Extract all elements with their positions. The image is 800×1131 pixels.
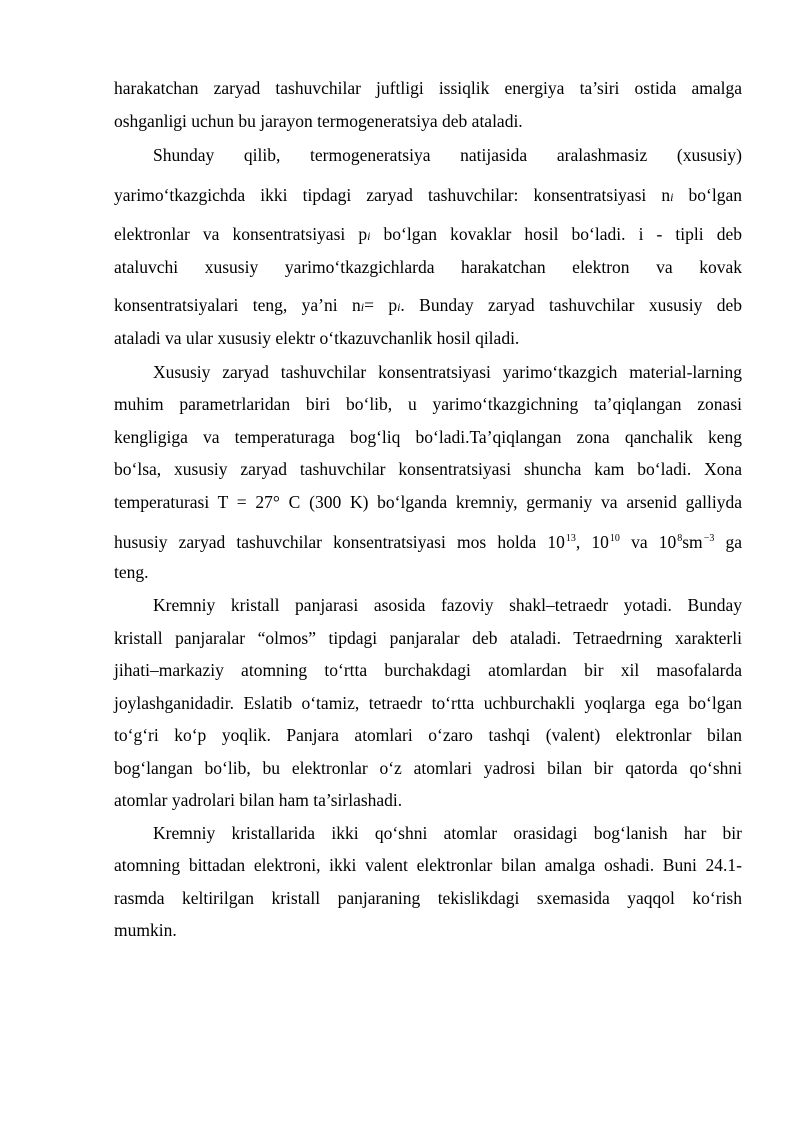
paragraph-2-line-1: Shunday qilib, termogeneratsiya natijasida aralashmasiz (xususiy) (153, 145, 742, 165)
paragraph-3-line-5: temperaturasi T = 27° C (300 K) bo‘lganda kremniy, germaniy va arsenid galliyda (114, 492, 742, 512)
paragraph-3-line-2: muhim parametrlaridan biri bo‘lib, u yarimo‘tkazgichning ta’qiqlangan zonasi (114, 394, 742, 414)
paragraph-5-line-1: Kremniy kristallarida ikki qo‘shni atomlar orasidagi bog‘lanish har bir (153, 823, 742, 843)
value-base: 10 (547, 532, 565, 552)
paragraph-4-line-6: bog‘langan bo‘lib, bu elektronlar o‘z atomlari yadrosi bilan bir qatorda qo‘shni (114, 758, 742, 778)
concentration-germanium (591, 528, 620, 553)
value-exponent: 13 (565, 533, 576, 544)
text-run: i - tipli deb (638, 224, 742, 244)
paragraph-5-line-4: mumkin. (114, 920, 177, 940)
paragraph-2-line-2 (114, 184, 742, 206)
value-exponent: 10 (609, 533, 620, 544)
paragraph-3-line-4: bo‘lsa, xususiy zaryad tashuvchilar konsentratsiyasi shuncha kam bo‘ladi. Xona (114, 459, 742, 479)
subscript-i: i (397, 300, 401, 314)
paragraph-2-line-6: ataladi va ular xususiy elektr o‘tkazuvchanlik hosil qiladi. (114, 328, 520, 348)
text-run: bo‘lgan (688, 185, 742, 205)
subscript-i: i (367, 229, 371, 243)
concentration-gallium-arsenide (659, 528, 715, 553)
paragraph-3-line-3: kengligiga va temperaturaga bog‘liq bo‘ladi.Ta’qiqlangan zona qanchalik keng (114, 427, 742, 447)
text-run: = p (364, 295, 398, 315)
text-run: bo‘lgan kovaklar hosil bo‘ladi. (383, 224, 626, 244)
paragraph-4-line-4: joylashganidadir. Eslatib o‘tamiz, tetraedr to‘rtta uchburchakli yoqlarga ega bo‘lgan (114, 693, 742, 713)
paragraph-1-line-2: oshganligi uchun bu jarayon termogeneratsiya deb ataladi. (114, 111, 523, 131)
text-run: ga (725, 532, 743, 552)
paragraph-3-line-1: Xususiy zaryad tashuvchilar konsentratsiyasi yarimo‘tkazgich material-larning (153, 362, 742, 382)
text-run: yarimo‘tkazgichda ikki tipdagi zaryad tashuvchilar: konsentratsiyasi n (114, 185, 671, 205)
paragraph-2-line-3 (114, 223, 742, 245)
paragraph-5-line-3: rasmda keltirilgan kristall panjaraning tekislikdagi sxemasida yaqqol ko‘rish (114, 888, 742, 908)
paragraph-2-line-4: ataluvchi xususiy yarimo‘tkazgichlarda harakatchan elektron va kovak (114, 257, 742, 277)
paragraph-4-line-2: kristall panjaralar “olmos” tipdagi panjaralar deb ataladi. Tetraedrning xarakterli (114, 628, 742, 648)
text-run: va (631, 532, 648, 552)
concentration-silicon (547, 528, 580, 553)
subscript-i: i (670, 190, 674, 204)
subscript-i: i (360, 300, 365, 314)
value-exponent: 8 (677, 533, 683, 544)
value-base: 10 (591, 532, 609, 552)
paragraph-4-line-5: to‘g‘ri ko‘p yoqlik. Panjara atomlari o‘zaro tashqi (valent) elektronlar bilan (114, 725, 742, 745)
text-run: . Bunday zaryad tashuvchilar xususiy deb (400, 295, 742, 315)
text-run: elektronlar va konsentratsiyasi p (114, 224, 368, 244)
text-run: hususiy zaryad tashuvchilar konsentratsiyasi mos holda (114, 532, 537, 552)
paragraph-1-line-1: harakatchan zaryad tashuvchilar juftligi issiqlik energiya ta’siri ostida amalga (114, 78, 742, 98)
paragraph-2-line-5 (114, 294, 742, 316)
paragraph-3-line-7: teng. (114, 562, 149, 582)
unit-exponent: −3 (703, 533, 715, 544)
paragraph-5-line-2: atomning bittadan elektroni, ikki valent elektronlar bilan amalga oshadi. Buni 24.1- (114, 855, 742, 875)
paragraph-3-line-6 (114, 528, 742, 550)
paragraph-4-line-1: Kremniy kristall panjarasi asosida fazoviy shakl–tetraedr yotadi. Bunday (153, 595, 742, 615)
paragraph-4-line-3: jihati–markaziy atomning to‘rtta burchakdagi atomlardan bir xil masofalarda (114, 660, 742, 680)
text-run: konsentratsiyalari teng, ya’ni n (114, 295, 361, 315)
text-run: , (575, 532, 581, 552)
value-base: 10 (658, 532, 677, 552)
unit-label: sm (682, 532, 703, 552)
paragraph-4-line-7: atomlar yadrolari bilan ham ta’sirlashadi. (114, 790, 403, 810)
